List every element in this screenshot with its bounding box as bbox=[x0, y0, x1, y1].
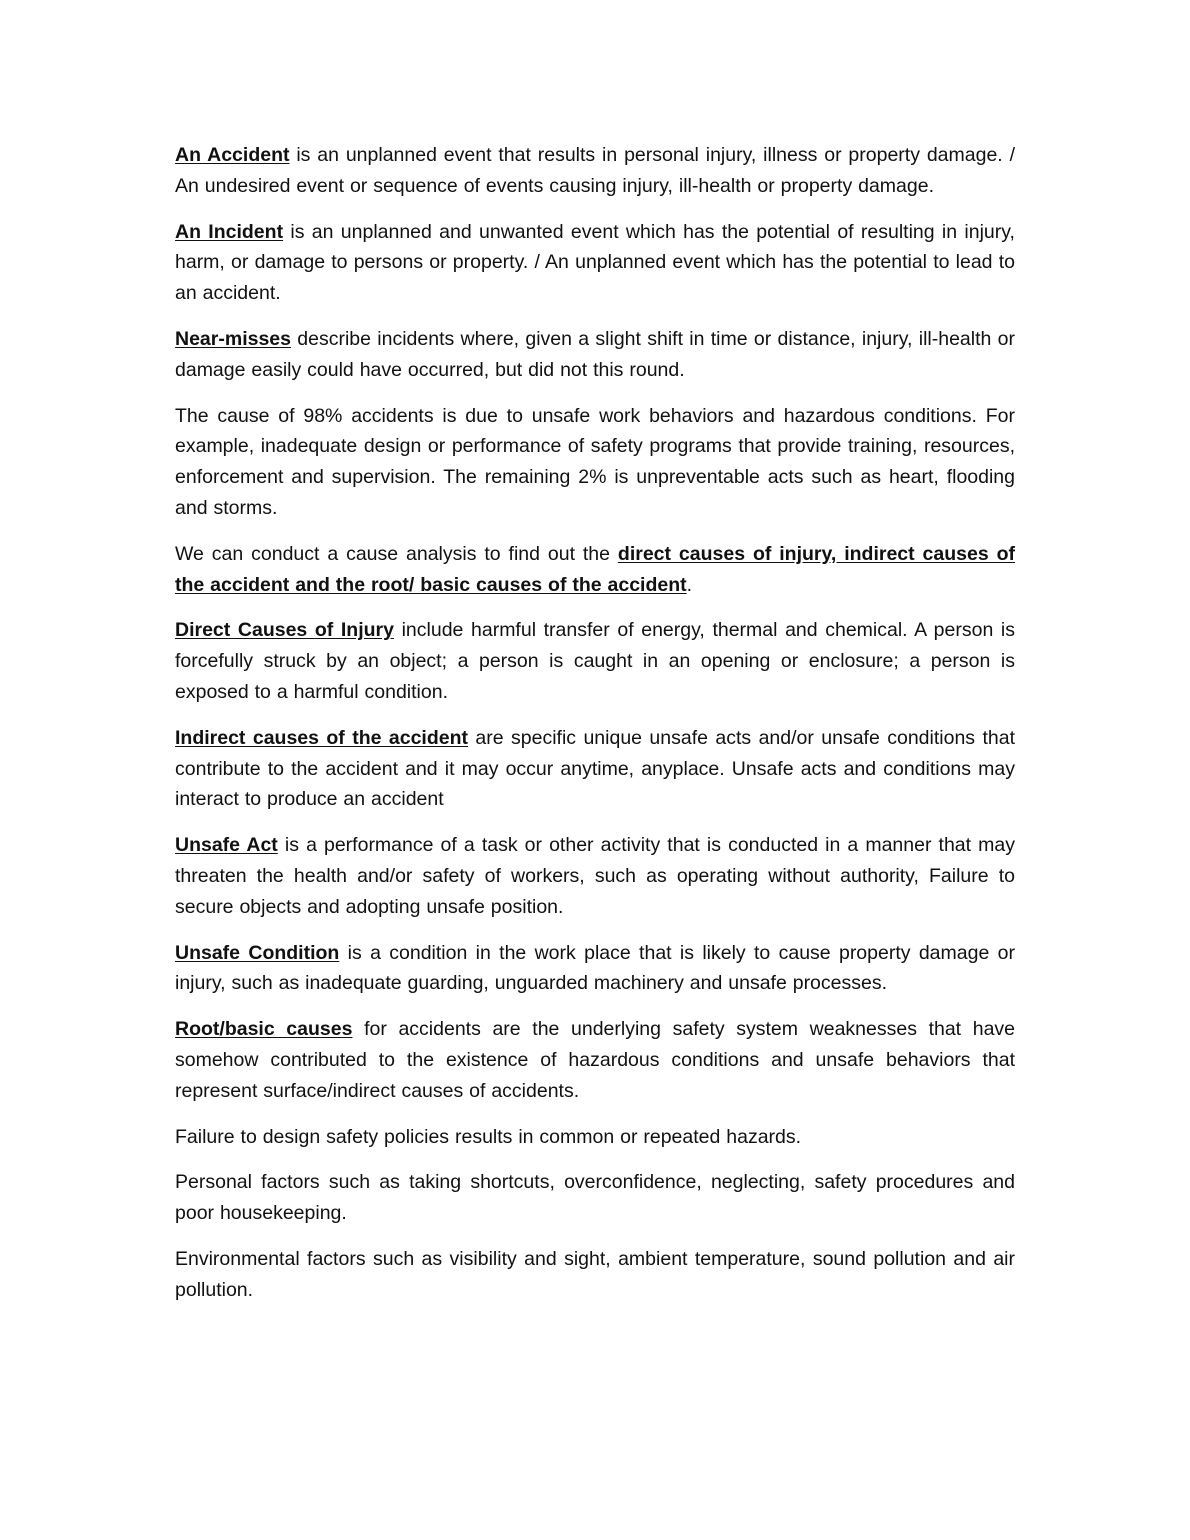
term-incident: An Incident bbox=[175, 220, 284, 243]
paragraph-lead-text: We can conduct a cause analysis to find out the bbox=[175, 542, 618, 565]
paragraph-text: Personal factors such as taking shortcuts, overconfidence, neglecting, safety procedures and poor housekeeping. bbox=[175, 1171, 1015, 1225]
paragraph-environmental-factors bbox=[175, 1244, 1015, 1306]
paragraph-root-causes bbox=[175, 1014, 1015, 1106]
paragraph-trail-text: . bbox=[686, 573, 693, 596]
paragraph-safety-policies bbox=[175, 1122, 1015, 1153]
paragraph-text: is a condition in the work place that is likely to cause property damage or injury, such as inadequate guarding, unguarded machinery and unsafe processes. bbox=[175, 941, 1015, 995]
paragraph-text: is an unplanned event that results in personal injury, illness or property damage. / An undesired event or sequence of events causing injury, ill-health or property damage. bbox=[175, 144, 1015, 197]
paragraph-text: are specific unique unsafe acts and/or unsafe conditions that contribute to the accident and it may occur anytime, anyplace. Unsafe acts and conditions may interact to produce an accident bbox=[175, 726, 1015, 811]
paragraph-text: is a performance of a task or other activity that is conducted in a manner that may threaten the health and/or safety of workers, such as operating without authority, Failure to secure objects and adopting unsafe position. bbox=[175, 834, 1015, 918]
paragraph-accident bbox=[175, 140, 1015, 202]
paragraph-unsafe-condition bbox=[175, 938, 1015, 1000]
paragraph-text: Failure to design safety policies results in common or repeated hazards. bbox=[175, 1125, 802, 1148]
term-accident: An Accident bbox=[175, 144, 290, 166]
paragraph-incident bbox=[175, 217, 1015, 309]
term-cause-analysis: direct causes of injury, indirect causes of the accident and the root/ basic causes of the accident bbox=[175, 542, 1015, 596]
paragraph-personal-factors bbox=[175, 1167, 1015, 1229]
term-root-causes: Root/basic causes bbox=[175, 1018, 353, 1041]
term-direct-causes: Direct Causes of Injury bbox=[175, 619, 394, 642]
paragraph-text: for accidents are the underlying safety system weaknesses that have somehow contributed to the existence of hazardous conditions and unsafe behaviors that represent surface/indirect causes of accidents. bbox=[175, 1018, 1016, 1102]
paragraph-text: The cause of 98% accidents is due to unsafe work behaviors and hazardous conditions. For example, inadequate design or performance of safety programs that provide training, resources, enforcement and supervision. The remaining 2% is unpreventable acts such as heart, flooding and storms. bbox=[175, 404, 1015, 519]
paragraph-text: Environmental factors such as visibility and sight, ambient temperature, sound pollution and air pollution. bbox=[175, 1247, 1015, 1301]
paragraph-direct-causes bbox=[175, 615, 1015, 707]
paragraph-near-misses bbox=[175, 324, 1015, 386]
paragraph-cause-analysis bbox=[175, 539, 1015, 601]
term-indirect-causes: Indirect causes of the accident bbox=[175, 726, 468, 749]
paragraph-unsafe-act bbox=[175, 830, 1015, 922]
paragraph-text: include harmful transfer of energy, thermal and chemical. A person is forcefully struck by an object; a person is caught in an opening or enclosure; a person is exposed to a harmful condition. bbox=[175, 619, 1015, 703]
paragraph-accident-causes bbox=[175, 401, 1015, 524]
term-unsafe-act: Unsafe Act bbox=[175, 834, 278, 857]
paragraph-text: is an unplanned and unwanted event which has the potential of resulting in injury, harm, or damage to persons or property. / An unplanned event which has the potential to lead to an accident. bbox=[175, 220, 1015, 305]
paragraph-indirect-causes bbox=[175, 723, 1015, 815]
paragraph-text: describe incidents where, given a slight shift in time or distance, injury, ill-health or damage easily could have occurred, but did not this round. bbox=[175, 327, 1015, 381]
term-unsafe-condition: Unsafe Condition bbox=[175, 941, 340, 964]
term-near-misses: Near-misses bbox=[175, 327, 291, 350]
